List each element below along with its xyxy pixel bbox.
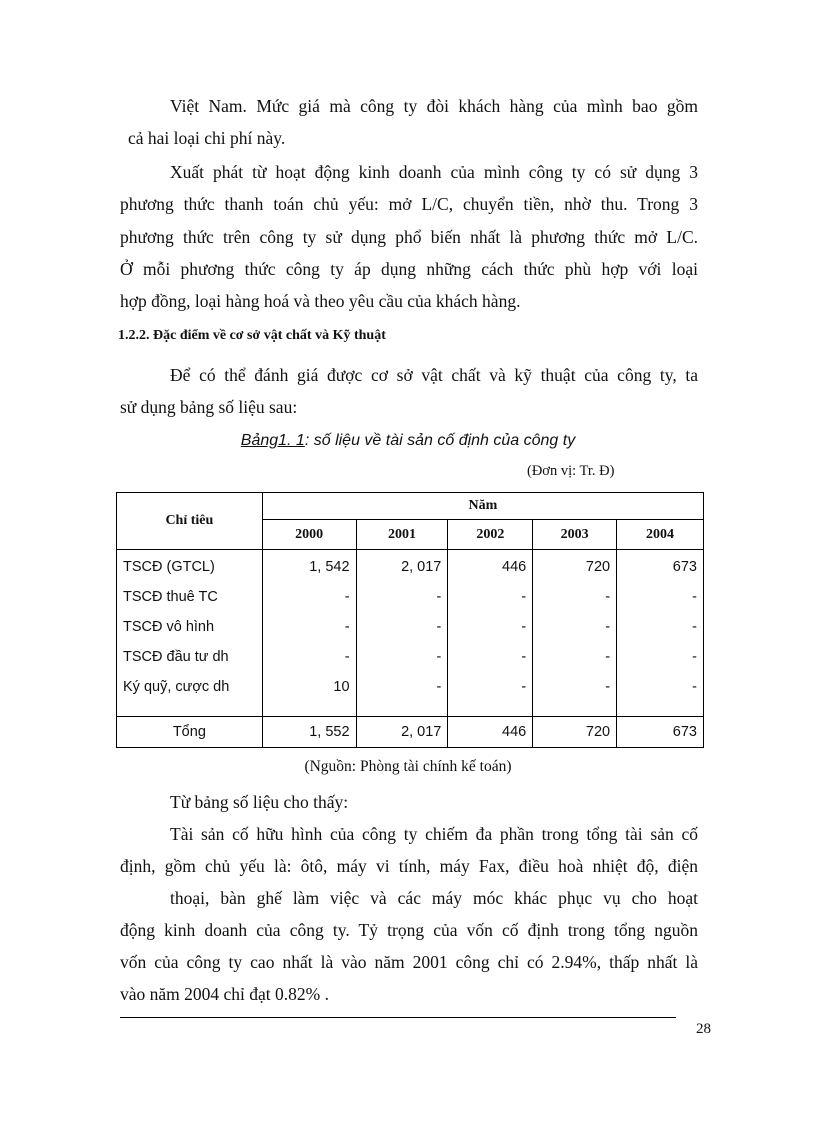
source-note: (Nguồn: Phòng tài chính kế toán) [304,758,512,775]
table-row [117,582,704,612]
cell: - [356,582,448,612]
total-cell: 720 [533,717,617,748]
conclusion-line-3: thoại, bàn ghế làm việc và các máy móc khác phục vụ cho hoạt [170,888,698,908]
footer-rule [120,1017,676,1018]
cell: - [617,582,704,612]
cell: - [448,612,533,642]
conclusion-line-2: định, gồm chủ yếu là: ôtô, máy vi tính, máy Fax, điều hoà nhiệt độ, điện [120,856,698,876]
section-heading: 1.2.2. Đặc điểm về cơ sở vật chất và Kỹ thuật [118,328,386,343]
total-label: Tổng [117,717,263,748]
row-label: Ký quỹ, cược dh [117,672,263,702]
unit-note: (Đơn vị: Tr. Đ) [527,463,615,479]
conclusion-line-4: động kinh doanh của công ty. Tỷ trọng của vốn cố định trong tổng nguồn [120,920,698,940]
cell: - [617,612,704,642]
conclusion-line-6: vào năm 2004 chỉ đạt 0.82% . [120,984,329,1004]
payment-line-1: Xuất phát từ hoạt động kinh doanh của mình công ty có sử dụng 3 [170,162,698,182]
cell: - [262,612,356,642]
row-label: TSCĐ thuê TC [117,582,263,612]
year-2001-header: 2001 [356,520,448,550]
payment-line-3: phương thức trên công ty sử dụng phổ biến nhất là phương thức mở L/C. [120,227,698,247]
total-cell: 2, 017 [356,717,448,748]
cell: - [533,612,617,642]
row-label: TSCĐ đầu tư dh [117,642,263,672]
page-number: 28 [696,1021,711,1037]
table-caption-text: : số liệu về tài sản cố định của công ty [304,432,576,449]
year-2002-header: 2002 [448,520,533,550]
total-cell: 673 [617,717,704,748]
intro-line-1: Việt Nam. Mức giá mà công ty đòi khách hàng của mình bao gồm [170,96,698,116]
table-row [117,612,704,642]
conclusion-lead: Từ bảng số liệu cho thấy: [170,792,349,812]
cell: - [533,642,617,672]
table-caption [0,432,816,450]
cell: - [617,642,704,672]
table-total-row [117,717,704,748]
year-2000-header: 2000 [262,520,356,550]
cell: - [448,672,533,702]
cell: - [617,672,704,702]
intro-line-2: cả hai loại chi phí này. [128,128,286,148]
cell: 2, 017 [356,550,448,583]
payment-line-2: phương thức thanh toán chủ yếu: mở L/C, chuyển tiền, nhờ thu. Trong 3 [120,194,698,214]
fixed-assets-table [116,492,704,748]
payment-line-5: hợp đồng, loại hàng hoá và theo yêu cầu của khách hàng. [120,291,521,311]
evaluate-line-1: Để có thể đánh giá được cơ sở vật chất và kỹ thuật của công ty, ta [170,365,698,385]
cell: - [356,612,448,642]
criteria-header: Chỉ tiêu [117,493,263,550]
year-2004-header: 2004 [617,520,704,550]
cell: 673 [617,550,704,583]
row-label: TSCĐ (GTCL) [117,550,263,583]
cell: - [448,642,533,672]
conclusion-line-5: vốn của công ty cao nhất là vào năm 2001 công chỉ có 2.94%, thấp nhất là [120,952,698,972]
year-2003-header: 2003 [533,520,617,550]
cell: 10 [262,672,356,702]
table-row [117,642,704,672]
cell: - [533,582,617,612]
cell: 446 [448,550,533,583]
total-cell: 1, 552 [262,717,356,748]
evaluate-line-2: sử dụng bảng số liệu sau: [120,397,298,417]
cell: - [262,642,356,672]
year-header: Năm [262,493,703,520]
table-row [117,672,704,702]
cell: - [356,672,448,702]
total-cell: 446 [448,717,533,748]
cell: - [262,582,356,612]
cell: 1, 542 [262,550,356,583]
cell: 720 [533,550,617,583]
conclusion-line-1: Tài sản cố hữu hình của công ty chiếm đa phần trong tổng tài sản cố [170,824,698,844]
row-label: TSCĐ vô hình [117,612,263,642]
table-row [117,550,704,583]
cell: - [448,582,533,612]
table-caption-label: Bảng1. 1 [240,432,305,449]
payment-line-4: Ở mỗi phương thức công ty áp dụng những cách thức phù hợp với loại [120,259,698,279]
cell: - [533,672,617,702]
cell: - [356,642,448,672]
